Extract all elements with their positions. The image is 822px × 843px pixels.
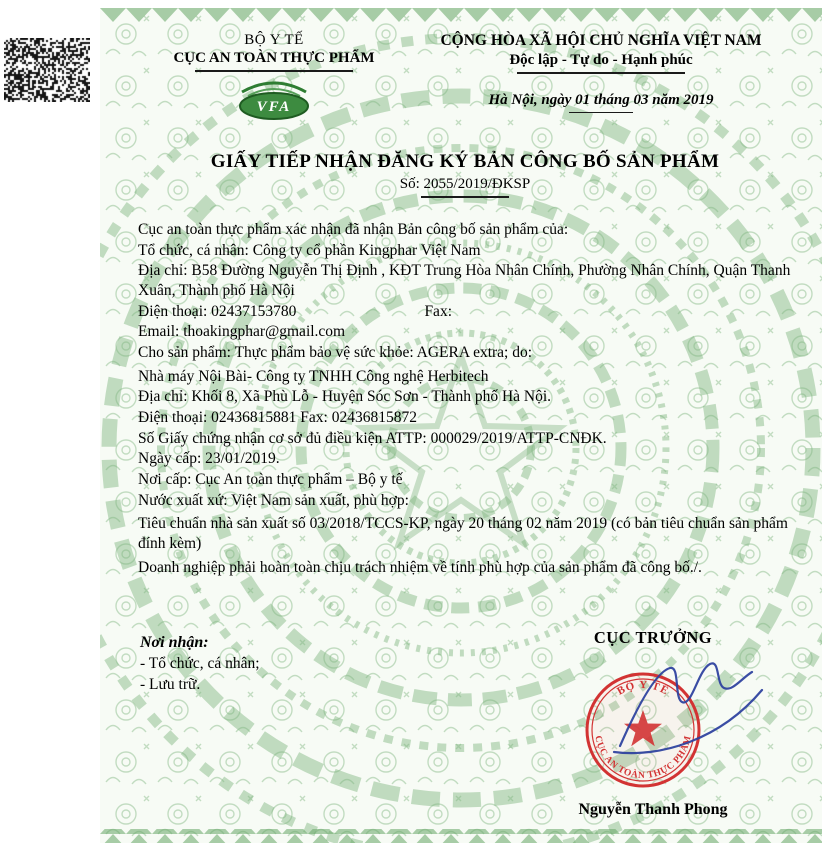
- issuing-authority-block: [138, 32, 410, 127]
- national-title: CỘNG HÒA XÃ HỘI CHỦ NGHĨA VIỆT NAM: [440, 32, 762, 49]
- signer-title: CỤC TRƯỞNG: [593, 628, 713, 647]
- title-rule: [421, 196, 509, 199]
- email-line: Email: thoakingphar@gmail.com: [138, 323, 346, 341]
- certificate-content: [100, 8, 822, 577]
- date-line: Hà Nội, ngày 01 tháng 03 năm 2019: [488, 91, 714, 108]
- document-barcode: [4, 38, 90, 102]
- national-header-block: [410, 32, 792, 127]
- vfa-logo-text: VFA: [256, 98, 292, 115]
- certificate-header: [138, 32, 792, 127]
- standard-line: Tiêu chuẩn nhà sản xuất số 03/2018/TCCS-KP, ngày 20 tháng 02 năm 2019 (có bản tiêu chuẩn sản phẩm đính kèm): [138, 515, 788, 553]
- manufacturer-line: Nhà máy Nội Bài- Công ty TNHH Công nghệ Herbitech: [138, 367, 489, 385]
- body-intro: Cục an toàn thực phẩm xác nhận đã nhận Bản công bố sản phẩm của:: [138, 221, 569, 238]
- fax-label: Fax:: [424, 302, 452, 320]
- seal-text-top: BỘ Y TẾ: [615, 678, 671, 698]
- signer-name: Nguyễn Thanh Phong: [578, 801, 728, 818]
- certificate-page: [100, 8, 822, 843]
- certificate-title: GIẤY TIẾP NHẬN ĐĂNG KÝ BẢN CÔNG BỐ SẢN PHẨM: [210, 150, 720, 172]
- manufacturer-phone-line: Điện thoại: 02436815881 Fax: 02436815872: [138, 409, 417, 427]
- recipients-label: Nơi nhận:: [140, 634, 209, 651]
- header-right-rule: [517, 72, 685, 74]
- disclaimer-line: Doanh nghiệp phải hoàn toàn chịu trách nhiệm về tính phù hợp của sản phẩm đã công bố./.: [138, 558, 702, 576]
- department-name: CỤC AN TOÀN THỰC PHẨM: [173, 50, 375, 66]
- certificate-body: [138, 220, 792, 577]
- attp-certificate-line: Số Giấy chứng nhận cơ sở đủ điều kiện ATTP: 000029/2019/ATTP-CNĐK.: [138, 429, 607, 447]
- recipients-block: [140, 632, 260, 695]
- seal-text-bottom: CỤC AN TOÀN THỰC PHẨM: [592, 734, 694, 782]
- phone-fax-line: [138, 302, 792, 322]
- recipient-item: - Tổ chức, cá nhân;: [140, 654, 260, 672]
- official-seal: [587, 674, 699, 786]
- origin-line: Nước xuất xứ: Việt Nam sản xuất, phù hợp:: [138, 491, 409, 509]
- national-motto: Độc lập - Tự do - Hạnh phúc: [509, 52, 693, 68]
- vfa-logo: [226, 74, 322, 122]
- title-block: [138, 151, 792, 199]
- signature-block: [508, 628, 798, 819]
- issue-place-line: Nơi cấp: Cục An toàn thực phẩm – Bộ y tế: [138, 471, 403, 489]
- header-left-rule: [195, 70, 353, 72]
- organization-line: Tổ chức, cá nhân: Công ty cổ phần Kingphar Việt Nam: [138, 241, 481, 259]
- date-rule: [569, 112, 633, 114]
- seal-and-signature: [528, 650, 778, 800]
- recipient-item: - Lưu trữ.: [140, 675, 201, 693]
- manufacturer-address-line: Địa chỉ: Khối 8, Xã Phù Lỗ - Huyện Sóc Sơn - Thành phố Hà Nội.: [138, 388, 552, 406]
- issue-date-line: Ngày cấp: 23/01/2019.: [138, 450, 280, 468]
- phone-value: Điện thoại: 02437153780: [138, 302, 297, 320]
- certificate-number: Số: 2055/2019/ĐKSP: [399, 175, 531, 192]
- address-line: Địa chỉ: B58 Đường Nguyễn Thị Định , KĐT Trung Hòa Nhân Chính, Phường Nhân Chính, Quận Thanh Xuân, Thành phố Hà Nội: [138, 262, 791, 300]
- ministry-name: BỘ Y TẾ: [244, 32, 304, 48]
- product-line: Cho sản phẩm: Thực phẩm bảo vệ sức khỏe: AGERA extra; do:: [138, 344, 533, 362]
